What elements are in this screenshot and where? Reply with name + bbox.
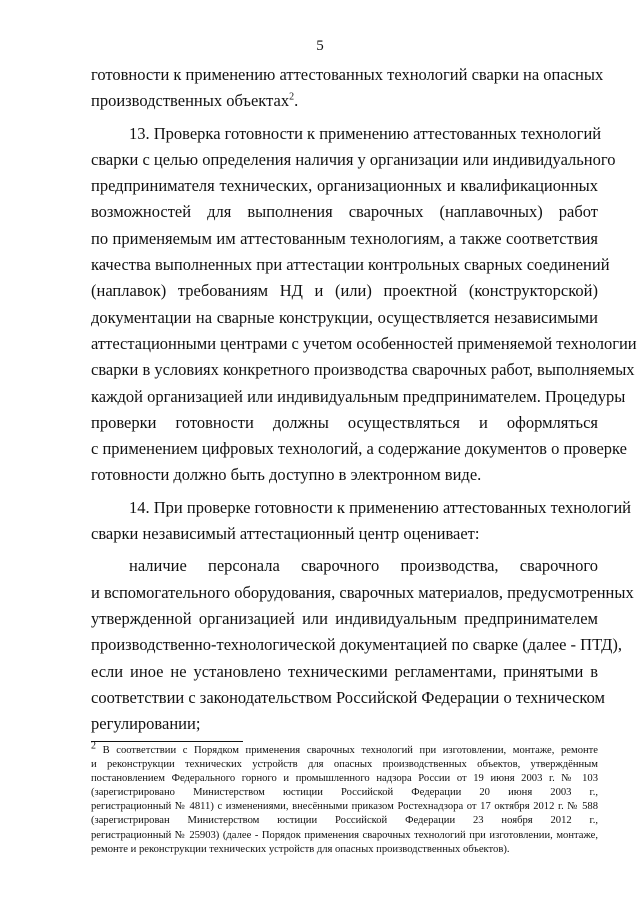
body-line: готовности к применению аттестованных технологий сварки на опасных	[91, 65, 604, 84]
footnote-line: постановлением Федерального горного и промышленного надзора России от 19 июня 2003 г. № 103	[91, 773, 598, 785]
body-line: документации на сварные конструкции, осуществляется независимыми	[91, 307, 598, 327]
footnote-line: (зарегистрирован Министерством юстиции Российской Федерации 23 ноября 2012 г.,	[91, 815, 598, 827]
body-line: аттестационными центрами с учетом особенностей применяемой технологии	[91, 333, 637, 353]
footnote-line: (зарегистрировано Министерством юстиции Российской Федерации 20 июня 2003 г.,	[91, 787, 598, 799]
footnote-marker: 2	[91, 740, 96, 752]
body-line: готовности должно быть доступно в электронном виде.	[91, 465, 482, 485]
body-line: возможностей для выполнения сварочных (наплавочных) работ	[91, 202, 598, 222]
body-line: сварки независимый аттестационный центр оценивает:	[91, 524, 480, 544]
body-line: проверки готовности должны осуществляться и оформляться	[91, 412, 598, 432]
footnote-line: регистрационный № 25903) (далее - Порядок применения сварочных технологий при изготовлении, монтаже,	[91, 829, 598, 841]
body-line-punct: .	[294, 91, 299, 111]
body-line: регулировании;	[91, 714, 201, 734]
body-line-text: производственных объектах	[91, 91, 290, 111]
body-line: каждой организацией или индивидуальным предпринимателем. Процедуры	[91, 386, 626, 406]
body-line: соответствии с законодательством Российской Федерации о техническом	[91, 687, 605, 707]
footnote-separator	[91, 741, 243, 742]
body-line: 14. При проверке готовности к применению аттестованных технологий	[129, 497, 631, 517]
body-line: производственно-технологической документацией по сварке (далее - ПТД),	[91, 635, 623, 655]
body-line: если иное не установлено техническими регламентами, принятыми в	[91, 661, 598, 681]
footnote	[91, 740, 598, 857]
body-line: сварки с целью определения наличия у организации или индивидуального	[91, 149, 616, 169]
body-line: утвержденной организацией или индивидуальным предпринимателем	[91, 608, 598, 628]
footnote-reference: 2	[289, 91, 295, 103]
body-line: (наплавок) требованиям НД и (или) проектной (конструкторской)	[91, 281, 598, 301]
footnote-line-text: В соответствии с Порядком применения сварочных технологий при изготовлении, монтаже, ремонте	[102, 745, 598, 756]
body-line: и вспомогательного оборудования, сварочных материалов, предусмотренных	[91, 582, 634, 602]
body-line: с применением цифровых технологий, а содержание документов о проверке	[91, 439, 627, 459]
body-line: по применяемым им аттестованным технологиям, а также соответствия	[91, 228, 598, 248]
body-line: качества выполненных при аттестации контрольных сварных соединений	[91, 255, 610, 275]
body-line: 13. Проверка готовности к применению аттестованных технологий	[129, 123, 602, 143]
page-number: 5	[316, 38, 324, 54]
body-line: наличие персонала сварочного производства, сварочного	[129, 556, 598, 576]
body-text	[91, 62, 637, 737]
body-line	[91, 88, 598, 114]
footnote-line: ремонте и реконструкции технических устройств для опасных производственных объектов).	[91, 843, 510, 855]
footnote-line	[91, 740, 598, 758]
footnote-line: регистрационный № 4811) с изменениями, внесёнными приказом Ростехнадзора от 17 октября 2012 г. № 588	[91, 801, 598, 813]
body-line: сварки в условиях конкретного производства сварочных работ, выполняемых	[91, 360, 635, 380]
footnote-line: и реконструкции технических устройств для опасных производственных объектов, утверждённым	[91, 759, 598, 771]
body-line: предпринимателя технических, организационных и квалификационных	[91, 176, 598, 196]
